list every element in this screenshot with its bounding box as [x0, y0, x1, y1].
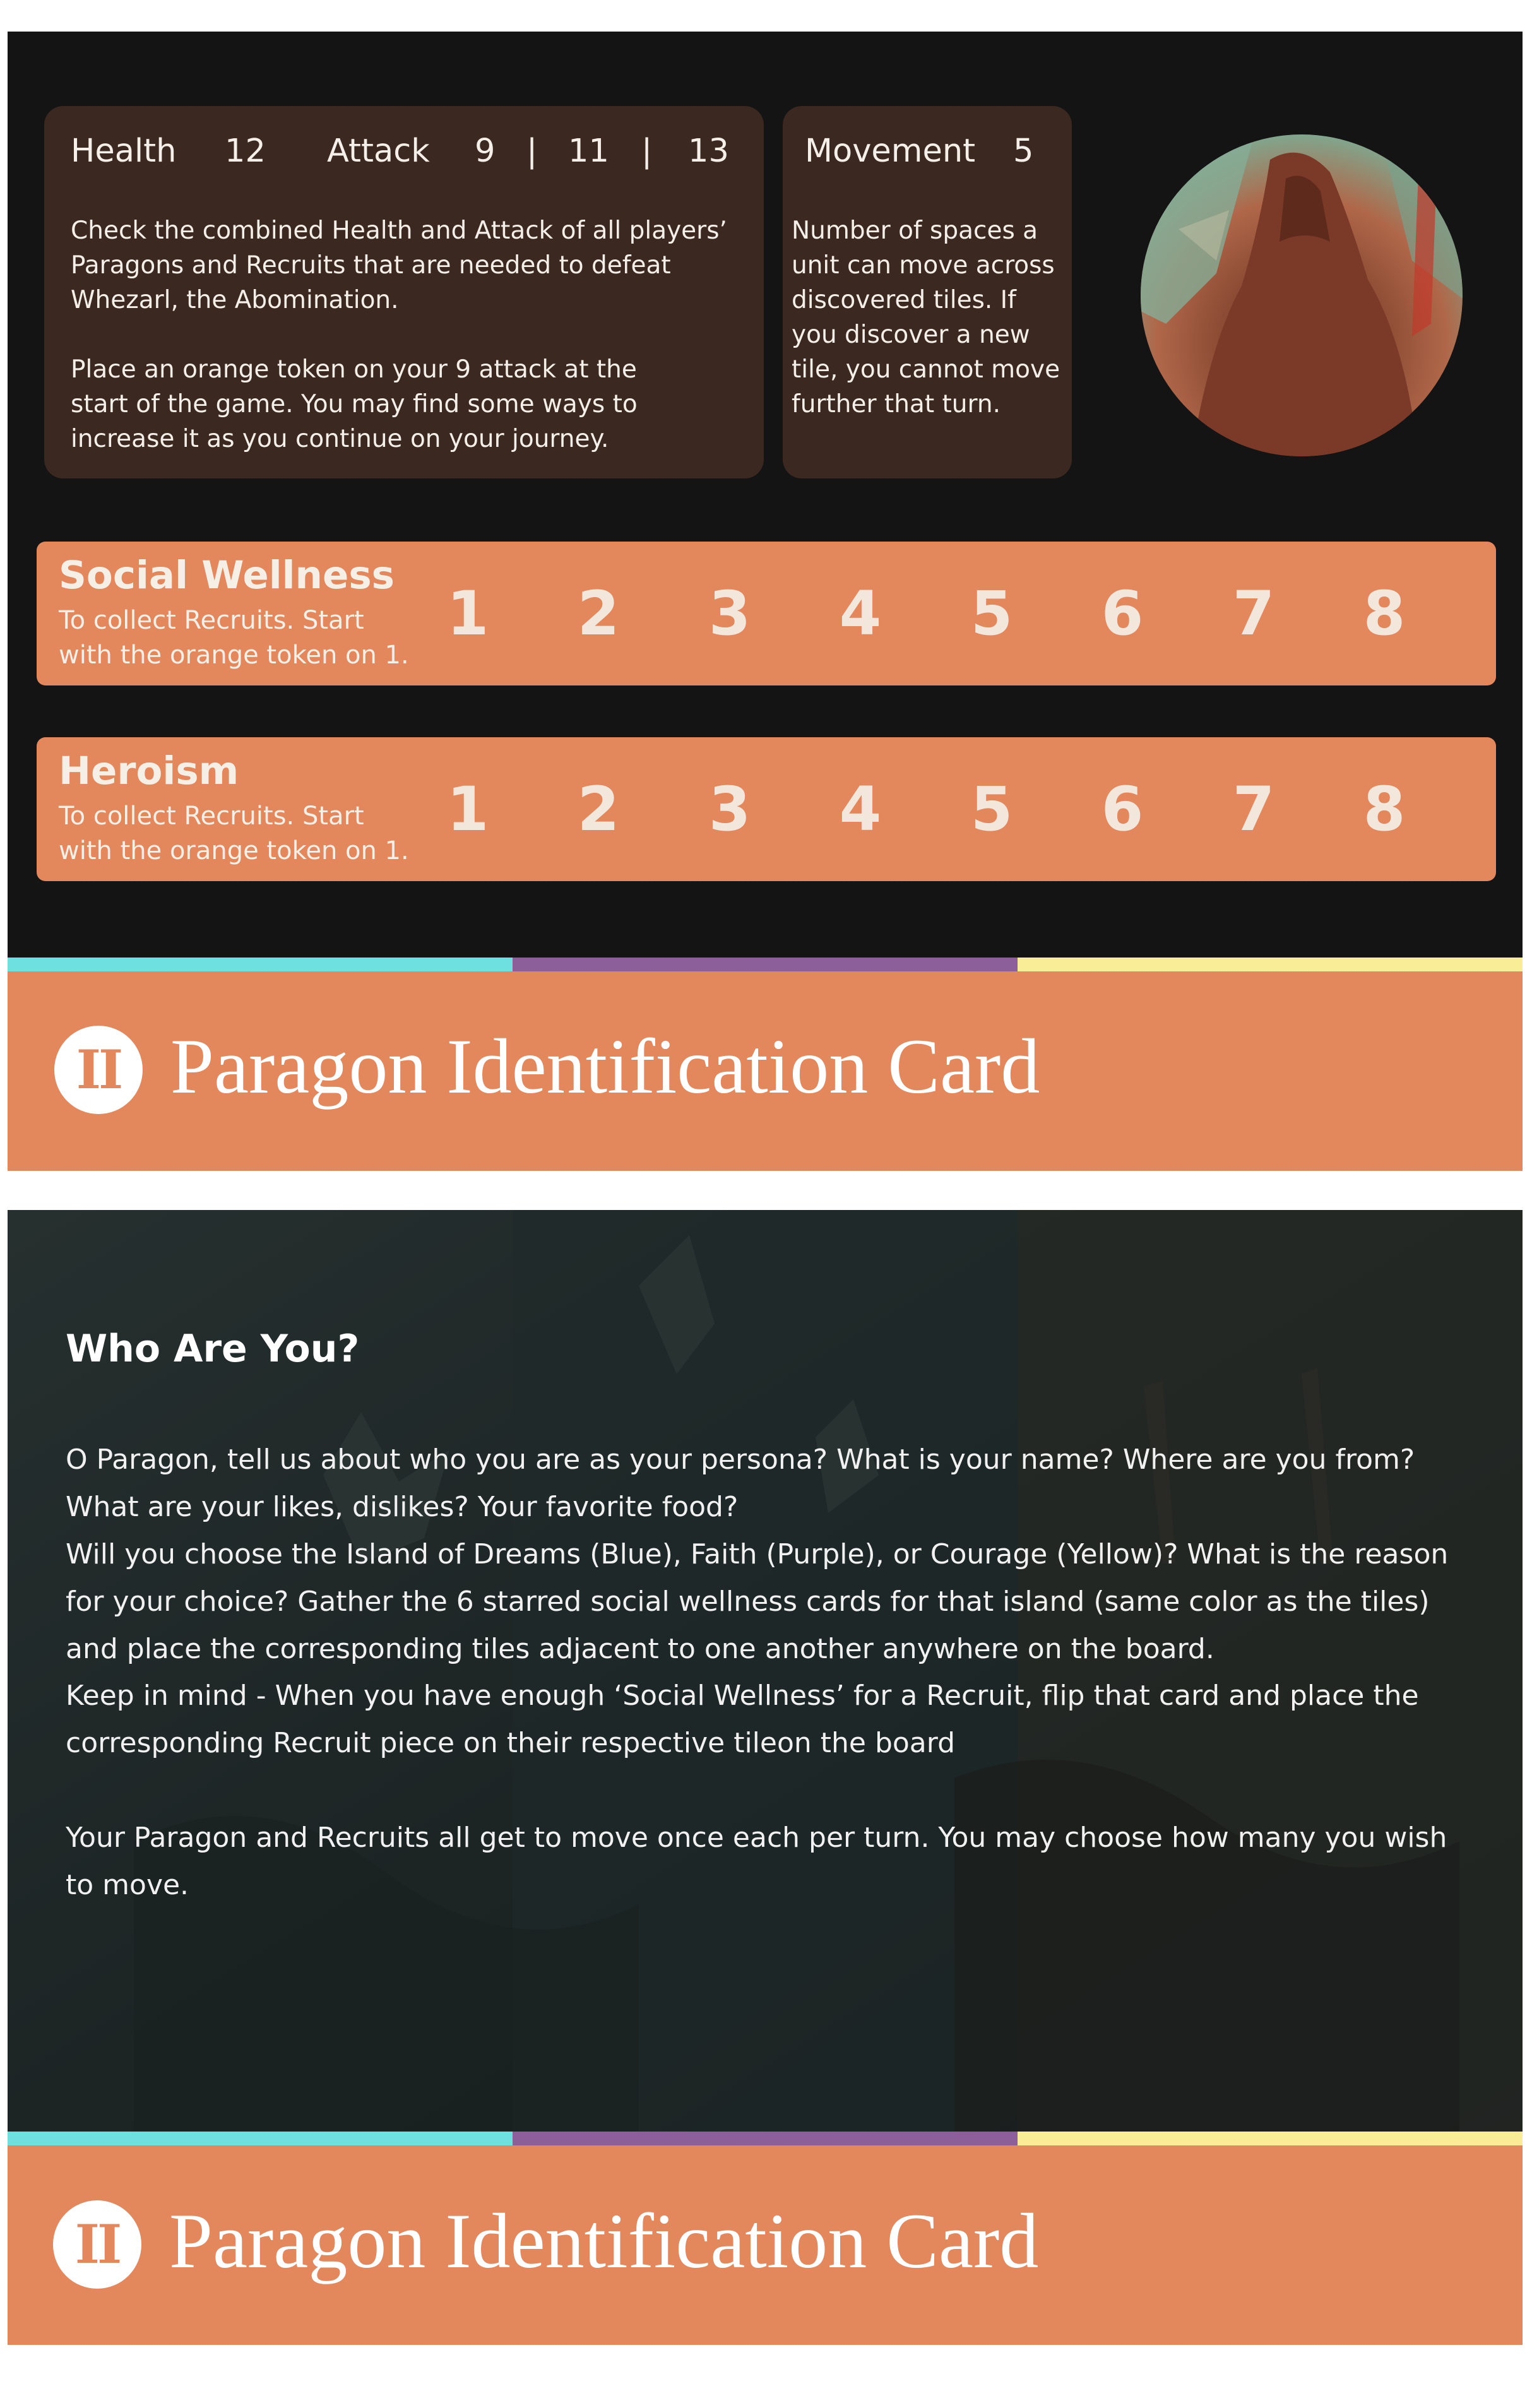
movement-box: [783, 106, 1072, 478]
heroism-step-7: 7: [1232, 774, 1275, 845]
attack-separator-1: |: [526, 133, 538, 170]
yellow-bar: [1018, 2132, 1523, 2145]
who-are-you-heading: Who Are You?: [66, 1327, 360, 1371]
social-wellness-step-8: 8: [1363, 578, 1406, 649]
footer-title-back: Paragon Identification Card: [169, 2198, 1039, 2284]
recruit-paragraph: Keep in mind - When you have enough ‘Social Wellness’ for a Recruit, flip that card and place the corresponding Recruit piece on their respective tileon the board: [66, 1680, 1419, 1759]
social-wellness-step-6: 6: [1101, 578, 1144, 649]
heroism-step-8: 8: [1363, 774, 1406, 845]
intro-paragraph: O Paragon, tell us about who you are as your persona? What is your name? Where are you from? What are your likes, dislikes? Your favorite food?: [66, 1444, 1415, 1523]
attack-value-1: 9: [475, 133, 496, 170]
heroism-step-6: 6: [1101, 774, 1144, 845]
heroism-step-4: 4: [839, 774, 882, 845]
attack-label: Attack: [327, 133, 430, 170]
heroism-step-2: 2: [577, 774, 620, 845]
heroism-step-3: 3: [708, 774, 751, 845]
island-color-bars-back: [8, 2132, 1523, 2145]
card-front: [8, 32, 1523, 1171]
footer-title: Paragon Identification Card: [170, 1023, 1040, 1110]
card-footer-back: [8, 2145, 1523, 2345]
hooded-figure-icon: [1141, 134, 1463, 456]
heroism-step-5: 5: [970, 774, 1013, 845]
purple-bar: [513, 2132, 1018, 2145]
card-back: [8, 1210, 1523, 2345]
social-wellness-step-4: 4: [839, 578, 882, 649]
attack-value-2: 11: [568, 133, 609, 170]
stats-description: Check the combined Health and Attack of all players’ Paragons and Recruits that are needed to defeat Whezarl, the Abomination. Place an orange token on your 9 attack at the start of the game. You may find some ways to increase it as you continue on your journey.: [71, 216, 727, 453]
heroism-track: [37, 737, 1496, 881]
roman-numeral-emblem-icon: II: [54, 1026, 143, 1114]
blue-bar: [8, 958, 513, 971]
social-wellness-title: Social Wellness: [59, 553, 395, 598]
social-wellness-step-5: 5: [970, 578, 1013, 649]
movement-value: 5: [1013, 133, 1034, 170]
purple-bar: [513, 958, 1018, 971]
movement-label: Movement: [805, 133, 976, 170]
heroism-step-1: 1: [446, 774, 489, 845]
card-footer: [8, 971, 1523, 1171]
yellow-bar: [1018, 958, 1523, 971]
health-label: Health: [71, 133, 177, 170]
health-attack-box: [44, 106, 764, 478]
social-wellness-track: [37, 542, 1496, 685]
movement-description: Number of spaces a unit can move across discovered tiles. If you discover a new tile, you cannot move further that turn.: [792, 216, 1060, 418]
social-wellness-step-3: 3: [708, 578, 751, 649]
island-choice-paragraph: Will you choose the Island of Dreams (Blue), Faith (Purple), or Courage (Yellow)? What is the reason for your choice? Gather the 6 starred social wellness cards for that island (same color as the tiles) and place the corresponding tiles adjacent to one another anywhere on the board.: [66, 1538, 1449, 1665]
social-wellness-step-1: 1: [446, 578, 489, 649]
island-color-bars: [8, 958, 1523, 971]
heroism-title: Heroism: [59, 749, 239, 793]
health-value: 12: [225, 133, 266, 170]
heroism-description: To collect Recruits. Start with the orange token on 1.: [59, 802, 409, 865]
blue-bar: [8, 2132, 513, 2145]
movement-paragraph: Your Paragon and Recruits all get to move once each per turn. You may choose how many you wish to move.: [66, 1822, 1447, 1901]
social-wellness-step-7: 7: [1232, 578, 1275, 649]
attack-value-3: 13: [688, 133, 729, 170]
social-wellness-step-2: 2: [577, 578, 620, 649]
roman-numeral-emblem-icon: II: [53, 2200, 141, 2289]
attack-separator-2: |: [641, 133, 653, 170]
social-wellness-description: To collect Recruits. Start with the orange token on 1.: [59, 606, 409, 670]
